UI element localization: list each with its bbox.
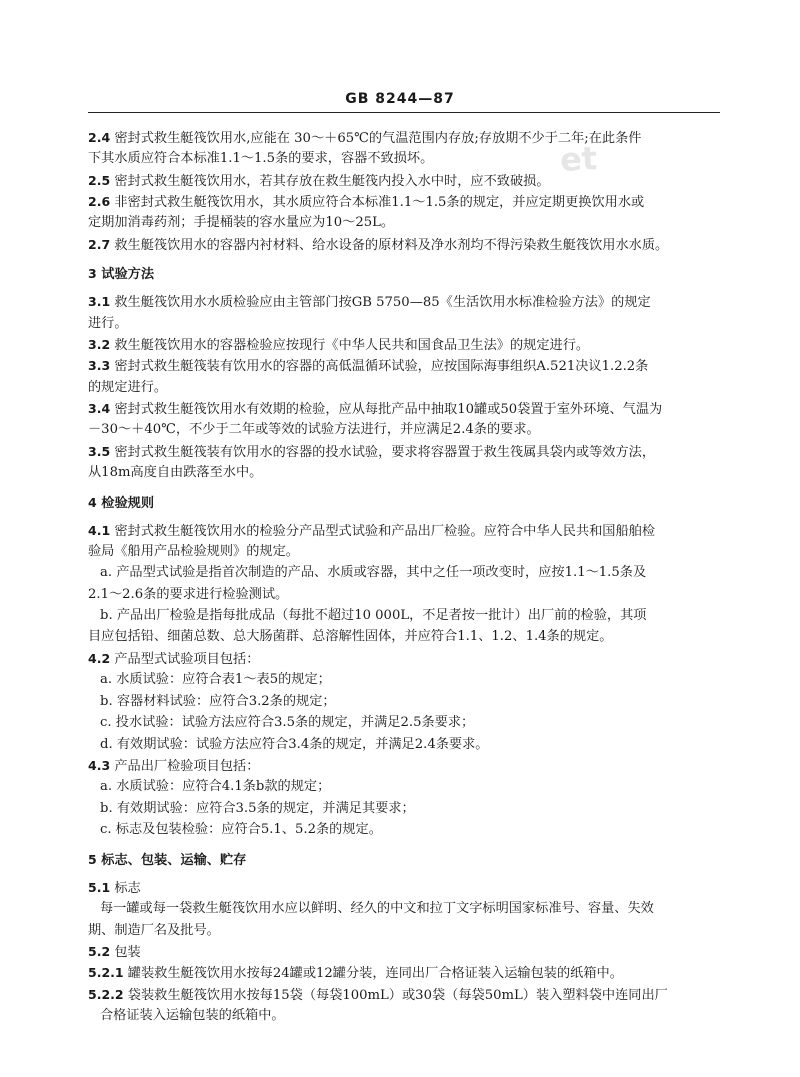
- text-line: [88, 150, 433, 168]
- text-line: [100, 821, 382, 839]
- clause-text: a. 水质试验：应符合4.1条b款的规定；: [100, 779, 331, 794]
- clause-number: 2.5: [88, 173, 111, 188]
- text-line: [88, 293, 651, 312]
- text-line: [88, 443, 655, 462]
- clause-text: 产品型式试验项目包括：: [110, 652, 260, 667]
- clause-text: 下其水质应符合本标准1.1～1.5条的要求，容器不致损坏。: [88, 151, 434, 166]
- clause-number: 3.5: [88, 444, 111, 459]
- clause-number: 5.2.2: [88, 987, 124, 1002]
- text-line: [88, 851, 246, 870]
- clause-text: 试验方法: [96, 267, 155, 282]
- text-line: [88, 494, 154, 513]
- clause-text: b. 产品出厂检验是指每批成品（每批不超过10 000L，不足者按一批计）出厂前的检验，其项: [100, 608, 647, 623]
- clause-text: －30～＋40℃，不少于二年或等效的试验方法进行，并应满足2.4条的要求。: [88, 422, 540, 437]
- text-line: [88, 336, 589, 355]
- text-line: [100, 900, 654, 918]
- clause-number: 4.1: [88, 523, 111, 538]
- clause-text: d. 有效期试验：试验方法应符合3.4条的规定，并满足2.4条要求。: [100, 737, 489, 752]
- clause-text: 救生艇筏饮用水水质检验应由主管部门按GB 5750—85《生活饮用水标准检验方法》的规定: [110, 295, 651, 310]
- clause-text: 目应包括铅、细菌总数、总大肠菌群、总溶解性固体，并应符合1.1、1.2、1.4条的规定。: [88, 629, 613, 644]
- text-line: [100, 1007, 285, 1025]
- text-line: [88, 964, 623, 983]
- standard-header: GB 8244—87: [345, 91, 455, 107]
- text-line: [88, 379, 167, 397]
- clause-number: 5.2: [88, 944, 111, 959]
- text-line: [88, 172, 550, 191]
- clause-text: 从18m高度自由跌落至水中。: [88, 465, 263, 480]
- text-line: [100, 714, 474, 732]
- clause-text: 非密封式救生艇筏饮用水，其水质应符合本标准1.1～1.5条的规定，并应定期更换饮用水或: [110, 195, 645, 210]
- clause-number: 3.2: [88, 337, 111, 352]
- clause-text: 密封式救生艇筏饮用水有效期的检验，应从每批产品中抽取10罐或50袋置于室外环境、气温为: [110, 402, 663, 417]
- text-line: [88, 315, 128, 333]
- clause-text: a. 水质试验：应符合表1～表5的规定；: [100, 672, 331, 687]
- text-line: [88, 464, 262, 482]
- clause-text: 密封式救生艇筏饮用水，若其存放在救生艇筏内投入水中时，应不致破损。: [110, 174, 550, 189]
- clause-text: c. 投水试验：试验方法应符合3.5条的规定，并满足2.5条要求；: [100, 715, 475, 730]
- text-line: [100, 607, 646, 625]
- text-line: [88, 757, 259, 776]
- clause-text: 的规定进行。: [88, 380, 168, 395]
- text-line: [100, 736, 488, 754]
- clause-number: 5.2.1: [88, 965, 124, 980]
- text-line: [88, 522, 655, 541]
- text-line: [100, 693, 336, 711]
- clause-text: 袋装救生艇筏饮用水按每15袋（每袋100mL）或30袋（每袋50mL）装入塑料袋中连同出厂: [123, 988, 668, 1003]
- clause-text: b. 容器材料试验：应符合3.2条的规定；: [100, 694, 336, 709]
- clause-text: 2.1～2.6条的要求进行检验测试。: [88, 587, 289, 602]
- clause-text: c. 标志及包装检验：应符合5.1、5.2条的规定。: [100, 822, 382, 837]
- clause-text: 救生艇筏饮用水的容器内衬材料、给水设备的原材料及净水剂均不得污染救生艇筏饮用水水质。: [110, 238, 669, 253]
- clause-text: 密封式救生艇筏饮用水,应能在 30～＋65℃的气温范围内存放;存放期不少于二年;在此条件: [110, 131, 642, 146]
- text-line: [88, 879, 141, 898]
- header-rule: [88, 112, 720, 113]
- clause-text: 包装: [110, 945, 141, 960]
- clause-number: 4: [88, 495, 97, 510]
- text-line: [88, 586, 288, 604]
- clause-number: 2.7: [88, 237, 111, 252]
- clause-text: 罐装救生艇筏饮用水按每24罐或12罐分装，连同出厂合格证装入运输包装的纸箱中。: [123, 966, 623, 981]
- clause-number: 3.1: [88, 294, 111, 309]
- text-line: [88, 129, 642, 148]
- clause-text: 进行。: [88, 316, 128, 331]
- clause-number: 5.1: [88, 880, 111, 895]
- text-line: [88, 986, 668, 1005]
- clause-text: 密封式救生艇筏饮用水的检验分产品型式试验和产品出厂检验。应符合中华人民共和国船舶检: [110, 524, 656, 539]
- clause-number: 3.4: [88, 401, 111, 416]
- clause-text: 合格证装入运输包装的纸箱中。: [100, 1008, 285, 1023]
- text-line: [88, 400, 662, 419]
- text-line: [88, 357, 648, 376]
- clause-text: 救生艇筏饮用水的容器检验应按现行《中华人民共和国食品卫生法》的规定进行。: [110, 338, 590, 353]
- text-line: [88, 650, 259, 669]
- text-line: [88, 943, 141, 962]
- clause-number: 3.3: [88, 358, 111, 373]
- text-line: [88, 543, 299, 561]
- clause-number: 2.6: [88, 194, 111, 209]
- clause-text: 密封式救生艇筏装有饮用水的容器的高低温循环试验，应按国际海事组织A.521决议1.2.2条: [110, 359, 649, 374]
- clause-number: 4.3: [88, 758, 111, 773]
- clause-text: 标志、包装、运输、贮存: [96, 853, 247, 868]
- clause-text: 期、制造厂名及批号。: [88, 923, 220, 938]
- clause-number: 3: [88, 266, 97, 281]
- text-line: [88, 193, 644, 212]
- clause-text: 验局《船用产品检验规则》的规定。: [88, 544, 299, 559]
- text-line: [88, 236, 668, 255]
- clause-text: 定期加消毒药剂；手提桶装的容水量应为10～25L。: [88, 215, 395, 230]
- clause-number: 5: [88, 852, 97, 867]
- clause-number: 4.2: [88, 651, 111, 666]
- clause-text: 产品出厂检验项目包括：: [110, 759, 260, 774]
- clause-text: 标志: [110, 881, 141, 896]
- clause-text: 每一罐或每一袋救生艇筏饮用水应以鲜明、经久的中文和拉丁文字标明国家标准号、容量、失效: [100, 901, 654, 916]
- text-line: [100, 564, 646, 582]
- text-line: [100, 671, 331, 689]
- clause-number: 2.4: [88, 130, 111, 145]
- text-line: [100, 800, 415, 818]
- text-line: [88, 421, 540, 439]
- text-line: [100, 778, 330, 796]
- text-line: [88, 265, 154, 284]
- clause-text: 密封式救生艇筏装有饮用水的容器的投水试验，要求将容器置于救生筏属具袋内或等效方法，: [110, 445, 656, 460]
- clause-text: a. 产品型式试验是指首次制造的产品、水质或容器，其中之任一项改变时，应按1.1～1.5条及: [100, 565, 647, 580]
- text-line: [88, 922, 220, 940]
- watermark: et: [559, 139, 598, 179]
- text-line: [88, 214, 394, 232]
- clause-text: b. 有效期试验：应符合3.5条的规定，并满足其要求；: [100, 801, 415, 816]
- text-line: [88, 628, 612, 646]
- clause-text: 检验规则: [96, 496, 155, 511]
